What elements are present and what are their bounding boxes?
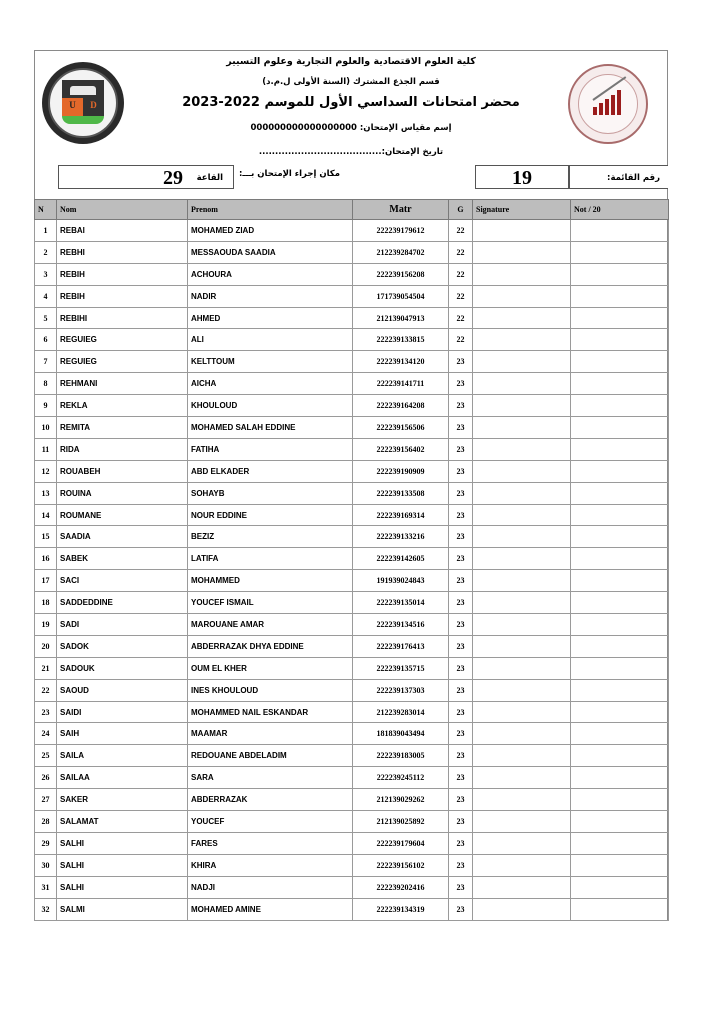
student-first-name: SARA xyxy=(188,767,353,789)
row-number: 29 xyxy=(35,832,57,854)
row-number: 30 xyxy=(35,854,57,876)
student-matricule: 222239134319 xyxy=(353,898,449,920)
signature-cell[interactable] xyxy=(473,635,571,657)
student-group: 23 xyxy=(449,482,473,504)
row-number: 5 xyxy=(35,307,57,329)
student-group: 23 xyxy=(449,460,473,482)
student-first-name: MOHAMMED xyxy=(188,570,353,592)
student-group: 23 xyxy=(449,395,473,417)
column-header-n: N xyxy=(35,200,57,220)
table-row xyxy=(35,241,669,263)
grade-cell[interactable] xyxy=(571,417,669,439)
row-number: 22 xyxy=(35,679,57,701)
student-last-name: REBIH xyxy=(57,285,188,307)
list-number-label: رقم القائمة: xyxy=(607,173,660,183)
student-group: 22 xyxy=(449,329,473,351)
table-row xyxy=(35,767,669,789)
student-first-name: INES KHOULOUD xyxy=(188,679,353,701)
student-last-name: REHMANI xyxy=(57,373,188,395)
column-header-signature: Signature xyxy=(473,200,571,220)
student-first-name: NOUR EDDINE xyxy=(188,504,353,526)
university-logo-icon: U D xyxy=(42,62,124,144)
student-last-name: SABEK xyxy=(57,548,188,570)
table-row xyxy=(35,329,669,351)
student-group: 22 xyxy=(449,307,473,329)
student-last-name: ROUABEH xyxy=(57,460,188,482)
column-header-prenom: Prenom xyxy=(188,200,353,220)
student-group: 23 xyxy=(449,745,473,767)
student-group: 22 xyxy=(449,220,473,242)
grade-cell[interactable] xyxy=(571,745,669,767)
student-matricule: 222239135014 xyxy=(353,592,449,614)
row-number: 26 xyxy=(35,767,57,789)
student-group: 23 xyxy=(449,679,473,701)
row-number: 4 xyxy=(35,285,57,307)
signature-cell[interactable] xyxy=(473,526,571,548)
student-group: 23 xyxy=(449,657,473,679)
list-number: 19 xyxy=(475,165,569,189)
student-first-name: NADJI xyxy=(188,876,353,898)
grade-cell[interactable] xyxy=(571,460,669,482)
student-last-name: SADOUK xyxy=(57,657,188,679)
row-number: 15 xyxy=(35,526,57,548)
student-first-name: AHMED xyxy=(188,307,353,329)
student-last-name: REBIH xyxy=(57,263,188,285)
table-row xyxy=(35,854,669,876)
student-last-name: SALHI xyxy=(57,832,188,854)
document-title: محضر امتحانات السداسي الأول للموسم 2022-2023 xyxy=(182,95,520,110)
row-number: 18 xyxy=(35,592,57,614)
signature-cell[interactable] xyxy=(473,592,571,614)
table-row xyxy=(35,482,669,504)
room-number: 29 xyxy=(163,167,183,189)
student-matricule: 171739054504 xyxy=(353,285,449,307)
student-group: 22 xyxy=(449,285,473,307)
signature-cell[interactable] xyxy=(473,263,571,285)
grade-cell[interactable] xyxy=(571,351,669,373)
table-row xyxy=(35,657,669,679)
student-matricule: 222239142605 xyxy=(353,548,449,570)
student-last-name: SAILAA xyxy=(57,767,188,789)
grade-cell[interactable] xyxy=(571,701,669,723)
student-first-name: MOHAMED AMINE xyxy=(188,898,353,920)
exam-module-label: إسم مقياس الإمتحان: 000000000000000000 xyxy=(250,123,452,133)
row-number: 20 xyxy=(35,635,57,657)
student-matricule: 222239134120 xyxy=(353,351,449,373)
list-number-field xyxy=(569,165,668,189)
student-last-name: REKLA xyxy=(57,395,188,417)
signature-cell[interactable] xyxy=(473,329,571,351)
student-first-name: KELTTOUM xyxy=(188,351,353,373)
grade-cell[interactable] xyxy=(571,482,669,504)
student-matricule: 222239137303 xyxy=(353,679,449,701)
faculty-logo-icon xyxy=(568,64,648,144)
row-number: 16 xyxy=(35,548,57,570)
table-row xyxy=(35,701,669,723)
student-group: 23 xyxy=(449,767,473,789)
student-first-name: ABDERRAZAK xyxy=(188,789,353,811)
student-matricule: 222239134516 xyxy=(353,614,449,636)
student-first-name: REDOUANE ABDELADIM xyxy=(188,745,353,767)
signature-cell[interactable] xyxy=(473,679,571,701)
column-header-note: Not / 20 xyxy=(571,200,669,220)
student-last-name: ROUINA xyxy=(57,482,188,504)
signature-cell[interactable] xyxy=(473,417,571,439)
student-matricule: 212139025892 xyxy=(353,811,449,833)
grade-cell[interactable] xyxy=(571,635,669,657)
grade-cell[interactable] xyxy=(571,832,669,854)
table-row xyxy=(35,898,669,920)
student-first-name: YOUCEF xyxy=(188,811,353,833)
grade-cell[interactable] xyxy=(571,307,669,329)
student-group: 23 xyxy=(449,832,473,854)
table-row xyxy=(35,220,669,242)
row-number: 9 xyxy=(35,395,57,417)
student-group: 23 xyxy=(449,898,473,920)
grade-cell[interactable] xyxy=(571,548,669,570)
signature-cell[interactable] xyxy=(473,723,571,745)
student-first-name: OUM EL KHER xyxy=(188,657,353,679)
student-matricule: 222239133508 xyxy=(353,482,449,504)
table-row xyxy=(35,351,669,373)
grade-cell[interactable] xyxy=(571,285,669,307)
row-number: 11 xyxy=(35,438,57,460)
student-first-name: MOHAMED ZIAD xyxy=(188,220,353,242)
column-header-nom: Nom xyxy=(57,200,188,220)
row-number: 1 xyxy=(35,220,57,242)
grade-cell[interactable] xyxy=(571,789,669,811)
student-first-name: KHOULOUD xyxy=(188,395,353,417)
student-last-name: SAKER xyxy=(57,789,188,811)
student-first-name: ABD ELKADER xyxy=(188,460,353,482)
table-row xyxy=(35,811,669,833)
faculty-name: كلية العلوم الاقتصادية والعلوم التجارية وعلوم التسيير xyxy=(226,56,476,67)
student-last-name: REBHI xyxy=(57,241,188,263)
signature-cell[interactable] xyxy=(473,701,571,723)
row-number: 3 xyxy=(35,263,57,285)
student-matricule: 222239183005 xyxy=(353,745,449,767)
student-group: 23 xyxy=(449,417,473,439)
student-last-name: SAILA xyxy=(57,745,188,767)
table-row xyxy=(35,460,669,482)
table-row xyxy=(35,592,669,614)
student-first-name: MOHAMMED NAIL ESKANDAR xyxy=(188,701,353,723)
student-matricule: 222239176413 xyxy=(353,635,449,657)
signature-cell[interactable] xyxy=(473,548,571,570)
student-group: 23 xyxy=(449,701,473,723)
student-group: 23 xyxy=(449,635,473,657)
table-row xyxy=(35,723,669,745)
student-last-name: SACI xyxy=(57,570,188,592)
row-number: 27 xyxy=(35,789,57,811)
student-group: 22 xyxy=(449,241,473,263)
student-last-name: SAIH xyxy=(57,723,188,745)
signature-cell[interactable] xyxy=(473,395,571,417)
student-group: 23 xyxy=(449,811,473,833)
exam-place-label: مكان إجراء الإمتحان بـــ: xyxy=(239,169,340,179)
student-matricule: 222239156402 xyxy=(353,438,449,460)
student-group: 22 xyxy=(449,263,473,285)
document-header xyxy=(34,50,668,199)
department-name: قسم الجذع المشترك (السنة الأولى ل.م.د) xyxy=(262,77,440,87)
signature-cell[interactable] xyxy=(473,898,571,920)
student-matricule: 222239164208 xyxy=(353,395,449,417)
signature-cell[interactable] xyxy=(473,832,571,854)
signature-cell[interactable] xyxy=(473,460,571,482)
grade-cell[interactable] xyxy=(571,220,669,242)
table-row xyxy=(35,307,669,329)
signature-cell[interactable] xyxy=(473,220,571,242)
student-matricule: 222239141711 xyxy=(353,373,449,395)
student-roster-table xyxy=(34,199,669,921)
student-last-name: REBIHI xyxy=(57,307,188,329)
student-group: 23 xyxy=(449,854,473,876)
row-number: 24 xyxy=(35,723,57,745)
grade-cell[interactable] xyxy=(571,614,669,636)
row-number: 7 xyxy=(35,351,57,373)
row-number: 17 xyxy=(35,570,57,592)
grade-cell[interactable] xyxy=(571,811,669,833)
table-row xyxy=(35,679,669,701)
student-first-name: FATIHA xyxy=(188,438,353,460)
student-group: 23 xyxy=(449,614,473,636)
student-last-name: SALHI xyxy=(57,876,188,898)
signature-cell[interactable] xyxy=(473,241,571,263)
table-row xyxy=(35,395,669,417)
signature-cell[interactable] xyxy=(473,876,571,898)
student-last-name: SALAMAT xyxy=(57,811,188,833)
student-matricule: 222239202416 xyxy=(353,876,449,898)
student-matricule: 222239133815 xyxy=(353,329,449,351)
grade-cell[interactable] xyxy=(571,679,669,701)
student-group: 23 xyxy=(449,438,473,460)
student-matricule: 212239284702 xyxy=(353,241,449,263)
student-matricule: 222239133216 xyxy=(353,526,449,548)
row-number: 19 xyxy=(35,614,57,636)
student-matricule: 222239190909 xyxy=(353,460,449,482)
grade-cell[interactable] xyxy=(571,504,669,526)
row-number: 10 xyxy=(35,417,57,439)
signature-cell[interactable] xyxy=(473,438,571,460)
student-group: 23 xyxy=(449,526,473,548)
student-first-name: FARES xyxy=(188,832,353,854)
signature-cell[interactable] xyxy=(473,285,571,307)
student-matricule: 222239169314 xyxy=(353,504,449,526)
table-row xyxy=(35,373,669,395)
row-number: 21 xyxy=(35,657,57,679)
student-first-name: MESSAOUDA SAADIA xyxy=(188,241,353,263)
row-number: 14 xyxy=(35,504,57,526)
student-last-name: SADI xyxy=(57,614,188,636)
grade-cell[interactable] xyxy=(571,329,669,351)
table-row xyxy=(35,438,669,460)
table-row xyxy=(35,285,669,307)
row-number: 25 xyxy=(35,745,57,767)
student-last-name: SADDEDDINE xyxy=(57,592,188,614)
table-row xyxy=(35,417,669,439)
student-matricule: 222239135715 xyxy=(353,657,449,679)
student-matricule: 222239156102 xyxy=(353,854,449,876)
student-group: 23 xyxy=(449,723,473,745)
student-group: 23 xyxy=(449,876,473,898)
table-row xyxy=(35,745,669,767)
table-row xyxy=(35,635,669,657)
grade-cell[interactable] xyxy=(571,854,669,876)
student-group: 23 xyxy=(449,592,473,614)
signature-cell[interactable] xyxy=(473,373,571,395)
student-first-name: MAROUANE AMAR xyxy=(188,614,353,636)
row-number: 23 xyxy=(35,701,57,723)
grade-cell[interactable] xyxy=(571,570,669,592)
student-group: 23 xyxy=(449,373,473,395)
row-number: 6 xyxy=(35,329,57,351)
student-group: 23 xyxy=(449,351,473,373)
student-last-name: SALMI xyxy=(57,898,188,920)
room-label: القاعة xyxy=(196,173,223,183)
row-number: 32 xyxy=(35,898,57,920)
student-matricule: 212139047913 xyxy=(353,307,449,329)
table-row xyxy=(35,263,669,285)
student-last-name: REBAI xyxy=(57,220,188,242)
row-number: 12 xyxy=(35,460,57,482)
signature-cell[interactable] xyxy=(473,504,571,526)
student-matricule: 212239283014 xyxy=(353,701,449,723)
student-last-name: REGUIEG xyxy=(57,351,188,373)
grade-cell[interactable] xyxy=(571,395,669,417)
grade-cell[interactable] xyxy=(571,876,669,898)
grade-cell[interactable] xyxy=(571,526,669,548)
row-number: 8 xyxy=(35,373,57,395)
signature-cell[interactable] xyxy=(473,657,571,679)
student-first-name: ALI xyxy=(188,329,353,351)
student-matricule: 222239179604 xyxy=(353,832,449,854)
student-matricule: 222239156208 xyxy=(353,263,449,285)
grade-cell[interactable] xyxy=(571,657,669,679)
grade-cell[interactable] xyxy=(571,373,669,395)
room-field xyxy=(58,165,234,189)
table-row xyxy=(35,504,669,526)
table-row xyxy=(35,548,669,570)
student-first-name: SOHAYB xyxy=(188,482,353,504)
signature-cell[interactable] xyxy=(473,570,571,592)
signature-cell[interactable] xyxy=(473,614,571,636)
row-number: 2 xyxy=(35,241,57,263)
student-group: 23 xyxy=(449,570,473,592)
signature-cell[interactable] xyxy=(473,482,571,504)
student-matricule: 222239156506 xyxy=(353,417,449,439)
table-header-row xyxy=(35,200,669,220)
student-group: 23 xyxy=(449,548,473,570)
student-last-name: SAADIA xyxy=(57,526,188,548)
student-first-name: BEZIZ xyxy=(188,526,353,548)
student-last-name: SAOUD xyxy=(57,679,188,701)
table-row xyxy=(35,526,669,548)
student-matricule: 212139029262 xyxy=(353,789,449,811)
column-header-g: G xyxy=(449,200,473,220)
exam-date-label: تاريخ الإمتحان:...................................... xyxy=(258,147,444,157)
student-group: 23 xyxy=(449,504,473,526)
student-group: 23 xyxy=(449,789,473,811)
student-first-name: MOHAMED SALAH EDDINE xyxy=(188,417,353,439)
student-last-name: SAIDI xyxy=(57,701,188,723)
table-row xyxy=(35,876,669,898)
row-number: 31 xyxy=(35,876,57,898)
table-row xyxy=(35,570,669,592)
student-last-name: REGUIEG xyxy=(57,329,188,351)
grade-cell[interactable] xyxy=(571,241,669,263)
signature-cell[interactable] xyxy=(473,307,571,329)
signature-cell[interactable] xyxy=(473,745,571,767)
grade-cell[interactable] xyxy=(571,438,669,460)
grade-cell[interactable] xyxy=(571,592,669,614)
table-row xyxy=(35,614,669,636)
signature-cell[interactable] xyxy=(473,789,571,811)
student-last-name: SADOK xyxy=(57,635,188,657)
student-first-name: AICHA xyxy=(188,373,353,395)
student-last-name: ROUMANE xyxy=(57,504,188,526)
student-first-name: KHIRA xyxy=(188,854,353,876)
student-first-name: ACHOURA xyxy=(188,263,353,285)
student-first-name: NADIR xyxy=(188,285,353,307)
grade-cell[interactable] xyxy=(571,263,669,285)
signature-cell[interactable] xyxy=(473,811,571,833)
student-first-name: LATIFA xyxy=(188,548,353,570)
student-first-name: YOUCEF ISMAIL xyxy=(188,592,353,614)
grade-cell[interactable] xyxy=(571,723,669,745)
student-first-name: ABDERRAZAK DHYA EDDINE xyxy=(188,635,353,657)
student-last-name: RIDA xyxy=(57,438,188,460)
column-header-matr: Matr xyxy=(353,200,449,220)
row-number: 13 xyxy=(35,482,57,504)
student-last-name: REMITA xyxy=(57,417,188,439)
student-last-name: SALHI xyxy=(57,854,188,876)
row-number: 28 xyxy=(35,811,57,833)
table-row xyxy=(35,832,669,854)
signature-cell[interactable] xyxy=(473,767,571,789)
student-matricule: 222239245112 xyxy=(353,767,449,789)
grade-cell[interactable] xyxy=(571,767,669,789)
student-matricule: 222239179612 xyxy=(353,220,449,242)
student-matricule: 191939024843 xyxy=(353,570,449,592)
table-row xyxy=(35,789,669,811)
signature-cell[interactable] xyxy=(473,351,571,373)
grade-cell[interactable] xyxy=(571,898,669,920)
student-first-name: MAAMAR xyxy=(188,723,353,745)
signature-cell[interactable] xyxy=(473,854,571,876)
student-matricule: 181839043494 xyxy=(353,723,449,745)
